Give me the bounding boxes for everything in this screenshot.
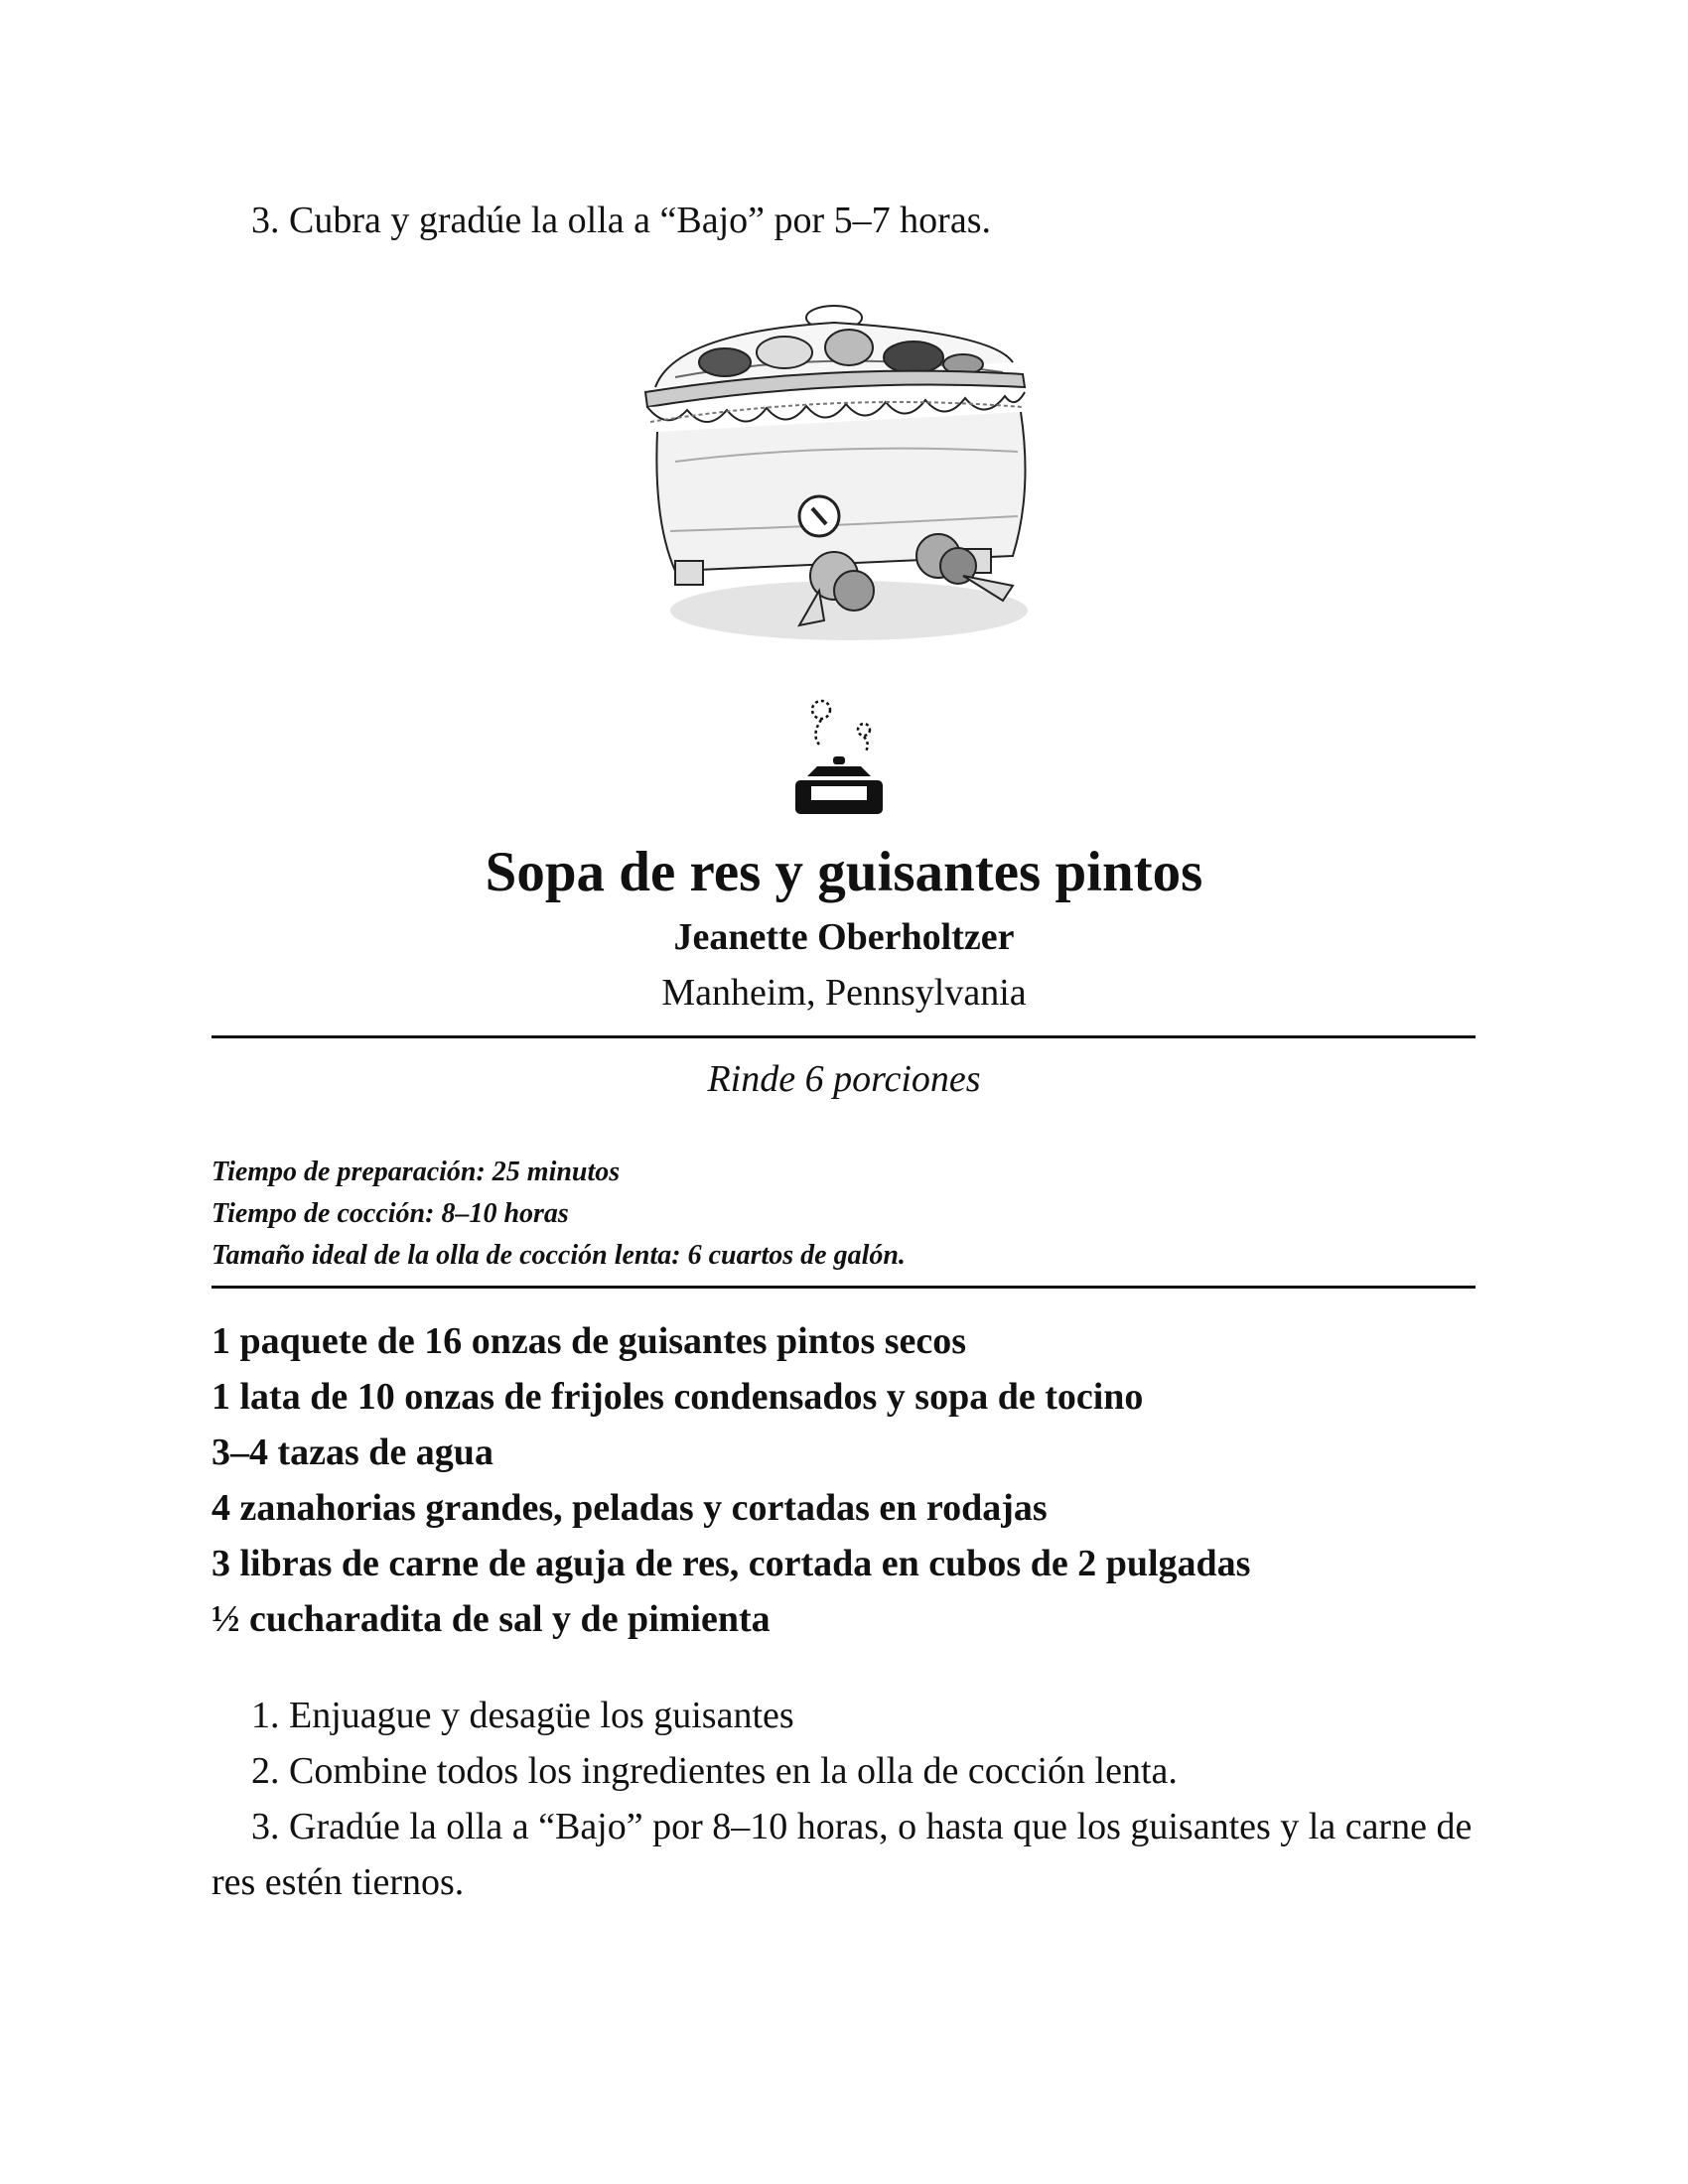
ingredient-list — [211, 1313, 1250, 1647]
ingredient-item: 1 lata de 10 onzas de frijoles condensados y sopa de tocino — [211, 1376, 1144, 1418]
ingredient-item: 3 libras de carne de aguja de res, cortada en cubos de 2 pulgadas — [211, 1543, 1251, 1584]
ingredient-item: ½ cucharadita de sal y de pimienta — [211, 1598, 771, 1640]
ingredient-item: 3–4 tazas de agua — [211, 1432, 493, 1473]
cooker-size: Tamaño ideal de la olla de cocción lenta: 6 cuartos de galón. — [211, 1240, 906, 1271]
recipe-title: Sopa de res y guisantes pintos — [485, 841, 1203, 903]
bottom-divider — [211, 1286, 1476, 1289]
slow-cooker-illustration — [635, 293, 1053, 650]
instruction-steps — [211, 1688, 1476, 1910]
previous-step-text: 3. Cubra y gradúe la olla a “Bajo” por 5–7 horas. — [251, 200, 991, 241]
steaming-pot-icon — [789, 695, 889, 819]
instruction-step: 3. Gradúe la olla a “Bajo” por 8–10 horas, o hasta que los guisantes y la carne de res estén tiernos. — [211, 1806, 1473, 1903]
servings-text: Rinde 6 porciones — [707, 1058, 981, 1100]
recipe-author: Jeanette Oberholtzer — [673, 916, 1015, 958]
ingredient-item: 1 paquete de 16 onzas de guisantes pintos secos — [211, 1320, 967, 1362]
ingredient-item: 4 zanahorias grandes, peladas y cortadas en rodajas — [211, 1487, 1048, 1529]
instruction-step: 2. Combine todos los ingredientes en la olla de cocción lenta. — [251, 1750, 1178, 1792]
author-location: Manheim, Pennsylvania — [661, 972, 1027, 1014]
instruction-step: 1. Enjuague y desagüe los guisantes — [251, 1695, 794, 1736]
top-divider — [211, 1035, 1476, 1038]
cook-time: Tiempo de cocción: 8–10 horas — [211, 1198, 569, 1229]
prep-time: Tiempo de preparación: 25 minutos — [211, 1157, 621, 1187]
recipe-meta — [211, 1152, 906, 1277]
